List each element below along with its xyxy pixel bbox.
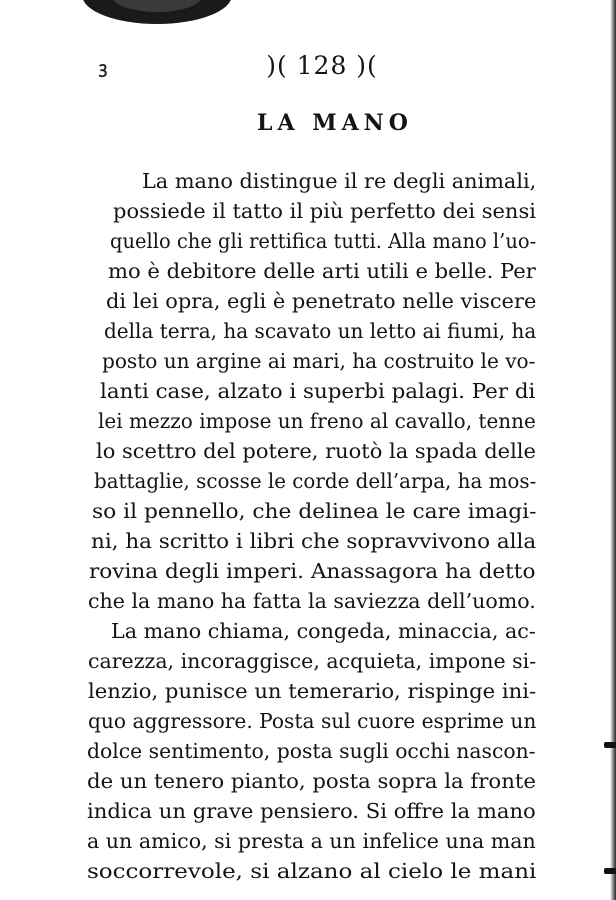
text-line: de un tenero pianto, posta sopra la fronte: [87, 769, 536, 793]
text-line: lo scettro del potere, ruotò la spada delle: [96, 439, 536, 463]
text-line: quo aggressore. Posta sul cuore esprime un: [88, 709, 537, 733]
text-line: ni, ha scritto i libri che sopravvivono alla: [91, 529, 537, 553]
text-line: so il pennello, che delinea le care imagi-: [92, 499, 537, 523]
text-line: posto un argine ai mari, ha costruito le vo-: [102, 349, 536, 373]
text-line: possiede il tatto il più perfetto dei sensi: [113, 199, 536, 223]
chapter-title: LA MANO: [257, 110, 413, 136]
text-line: La mano distingue il re degli animali,: [142, 169, 537, 193]
text-line: lanti case, alzato i superbi palagi. Per di: [100, 379, 536, 403]
text-line: battaglie, scosse le corde dell’arpa, ha mos-: [94, 469, 537, 493]
text-line: soccorrevole, si alzano al cielo le mani: [87, 859, 537, 883]
text-line: quello che gli rettifica tutti. Alla mano l’uo-: [110, 229, 537, 253]
text-line: dolce sentimento, posta sugli occhi nascon-: [87, 739, 536, 763]
text-line: di lei opra, egli è penetrato nelle viscere: [106, 289, 537, 313]
text-line: La mano chiama, congeda, minaccia, ac-: [111, 619, 536, 643]
text-line: carezza, incoraggisce, acquieta, impone si-: [88, 649, 537, 673]
text-line: indica un grave pensiero. Si offre la mano: [87, 799, 536, 823]
text-line: lenzio, punisce un temerario, rispinge ini-: [88, 679, 537, 703]
text-line: rovina degli imperi. Anassagora ha detto: [89, 559, 536, 583]
text-line: mo è debitore delle arti utili e belle. Per: [108, 259, 536, 283]
page-number: )( 128 )(: [266, 51, 378, 80]
text-line: a un amico, si presta a un infelice una man: [87, 829, 536, 853]
text-line: che la mano ha fatta la saviezza dell’uomo.: [88, 589, 536, 613]
library-stamp: ꝫ: [99, 58, 108, 77]
text-line: lei mezzo impose un freno al cavallo, tenne: [98, 409, 536, 433]
text-line: della terra, ha scavato un letto ai fiumi, ha: [104, 319, 537, 343]
